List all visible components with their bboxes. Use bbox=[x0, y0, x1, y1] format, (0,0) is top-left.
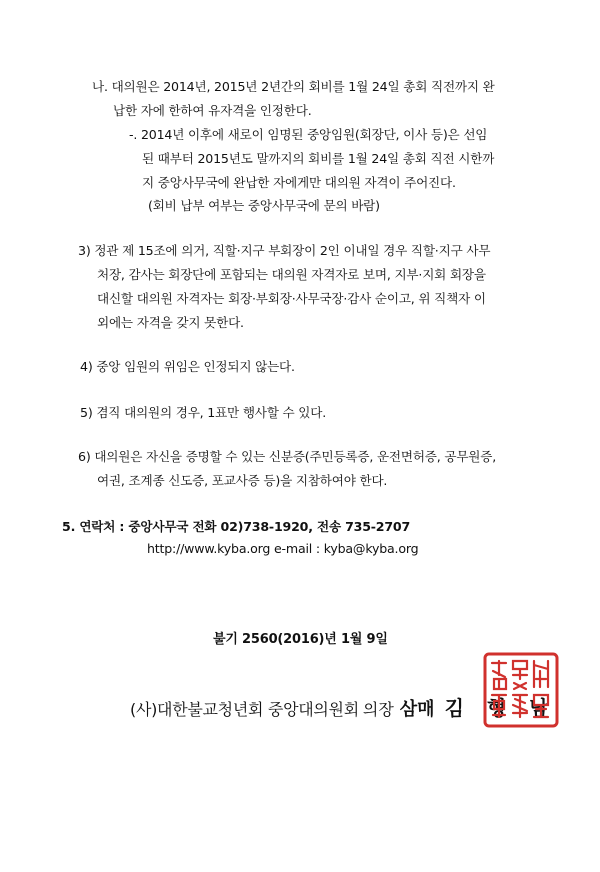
item-4: 4) 중앙 임원의 위임은 인정되지 않는다. bbox=[80, 359, 295, 374]
document-date: 불기 2560(2016)년 1월 9일 bbox=[213, 632, 388, 647]
contact-line2: http://www.kyba.org e-mail : kyba@kyba.org bbox=[147, 541, 419, 556]
organization-name: (사)대한불교청년회 중앙대의원회 bbox=[130, 700, 359, 719]
section-na-line1: 나. 대의원은 2014년, 2015년 2년간의 회비를 1월 24일 총회 직전까지 완 bbox=[92, 79, 495, 94]
section-na-line2: 납한 자에 한하여 유자격을 인정한다. bbox=[113, 103, 312, 118]
official-seal-stamp bbox=[482, 651, 560, 729]
item-3-line1: 3) 정관 제 15조에 의거, 직할·지구 부회장이 2인 이내일 경우 직할·지구 사무 bbox=[78, 243, 491, 258]
sub-item-note: (회비 납부 여부는 중앙사무국에 문의 바람) bbox=[148, 198, 380, 213]
sub-item-line2: 된 때부터 2015년도 말까지의 회비를 1월 24일 총회 직전 시한까 bbox=[142, 151, 495, 166]
item-5: 5) 겸직 대의원의 경우, 1표만 행사할 수 있다. bbox=[80, 405, 327, 420]
contact-line1: 5. 연락처 : 중앙사무국 전화 02)738-1920, 전송 735-2707 bbox=[62, 519, 411, 534]
chairman-title: 의장 bbox=[362, 700, 394, 719]
item-6-line1: 6) 대의원은 자신을 증명할 수 있는 신분증(주민등록증, 운전면허증, 공무원증, bbox=[78, 449, 497, 464]
chairman-name: 김 형 남 bbox=[444, 696, 557, 720]
sub-item-line3: 지 중앙사무국에 완납한 자에게만 대의원 자격이 주어진다. bbox=[142, 175, 456, 190]
item-3-line4: 외에는 자격을 갖지 못한다. bbox=[97, 315, 244, 330]
pen-name: 삼매 bbox=[399, 699, 435, 720]
item-3-line2: 처장, 감사는 회장단에 포함되는 대의원 자격자로 보며, 지부·지회 회장을 bbox=[97, 267, 486, 282]
sub-item-line1: -. 2014년 이후에 새로이 임명된 중앙임원(회장단, 이사 등)은 선임 bbox=[129, 127, 488, 142]
item-6-line2: 여권, 조계종 신도증, 포교사증 등)을 지참하여야 한다. bbox=[97, 473, 388, 488]
item-3-line3: 대신할 대의원 자격자는 회장·부회장·사무국장·감사 순이고, 위 직책자 이 bbox=[97, 291, 486, 306]
